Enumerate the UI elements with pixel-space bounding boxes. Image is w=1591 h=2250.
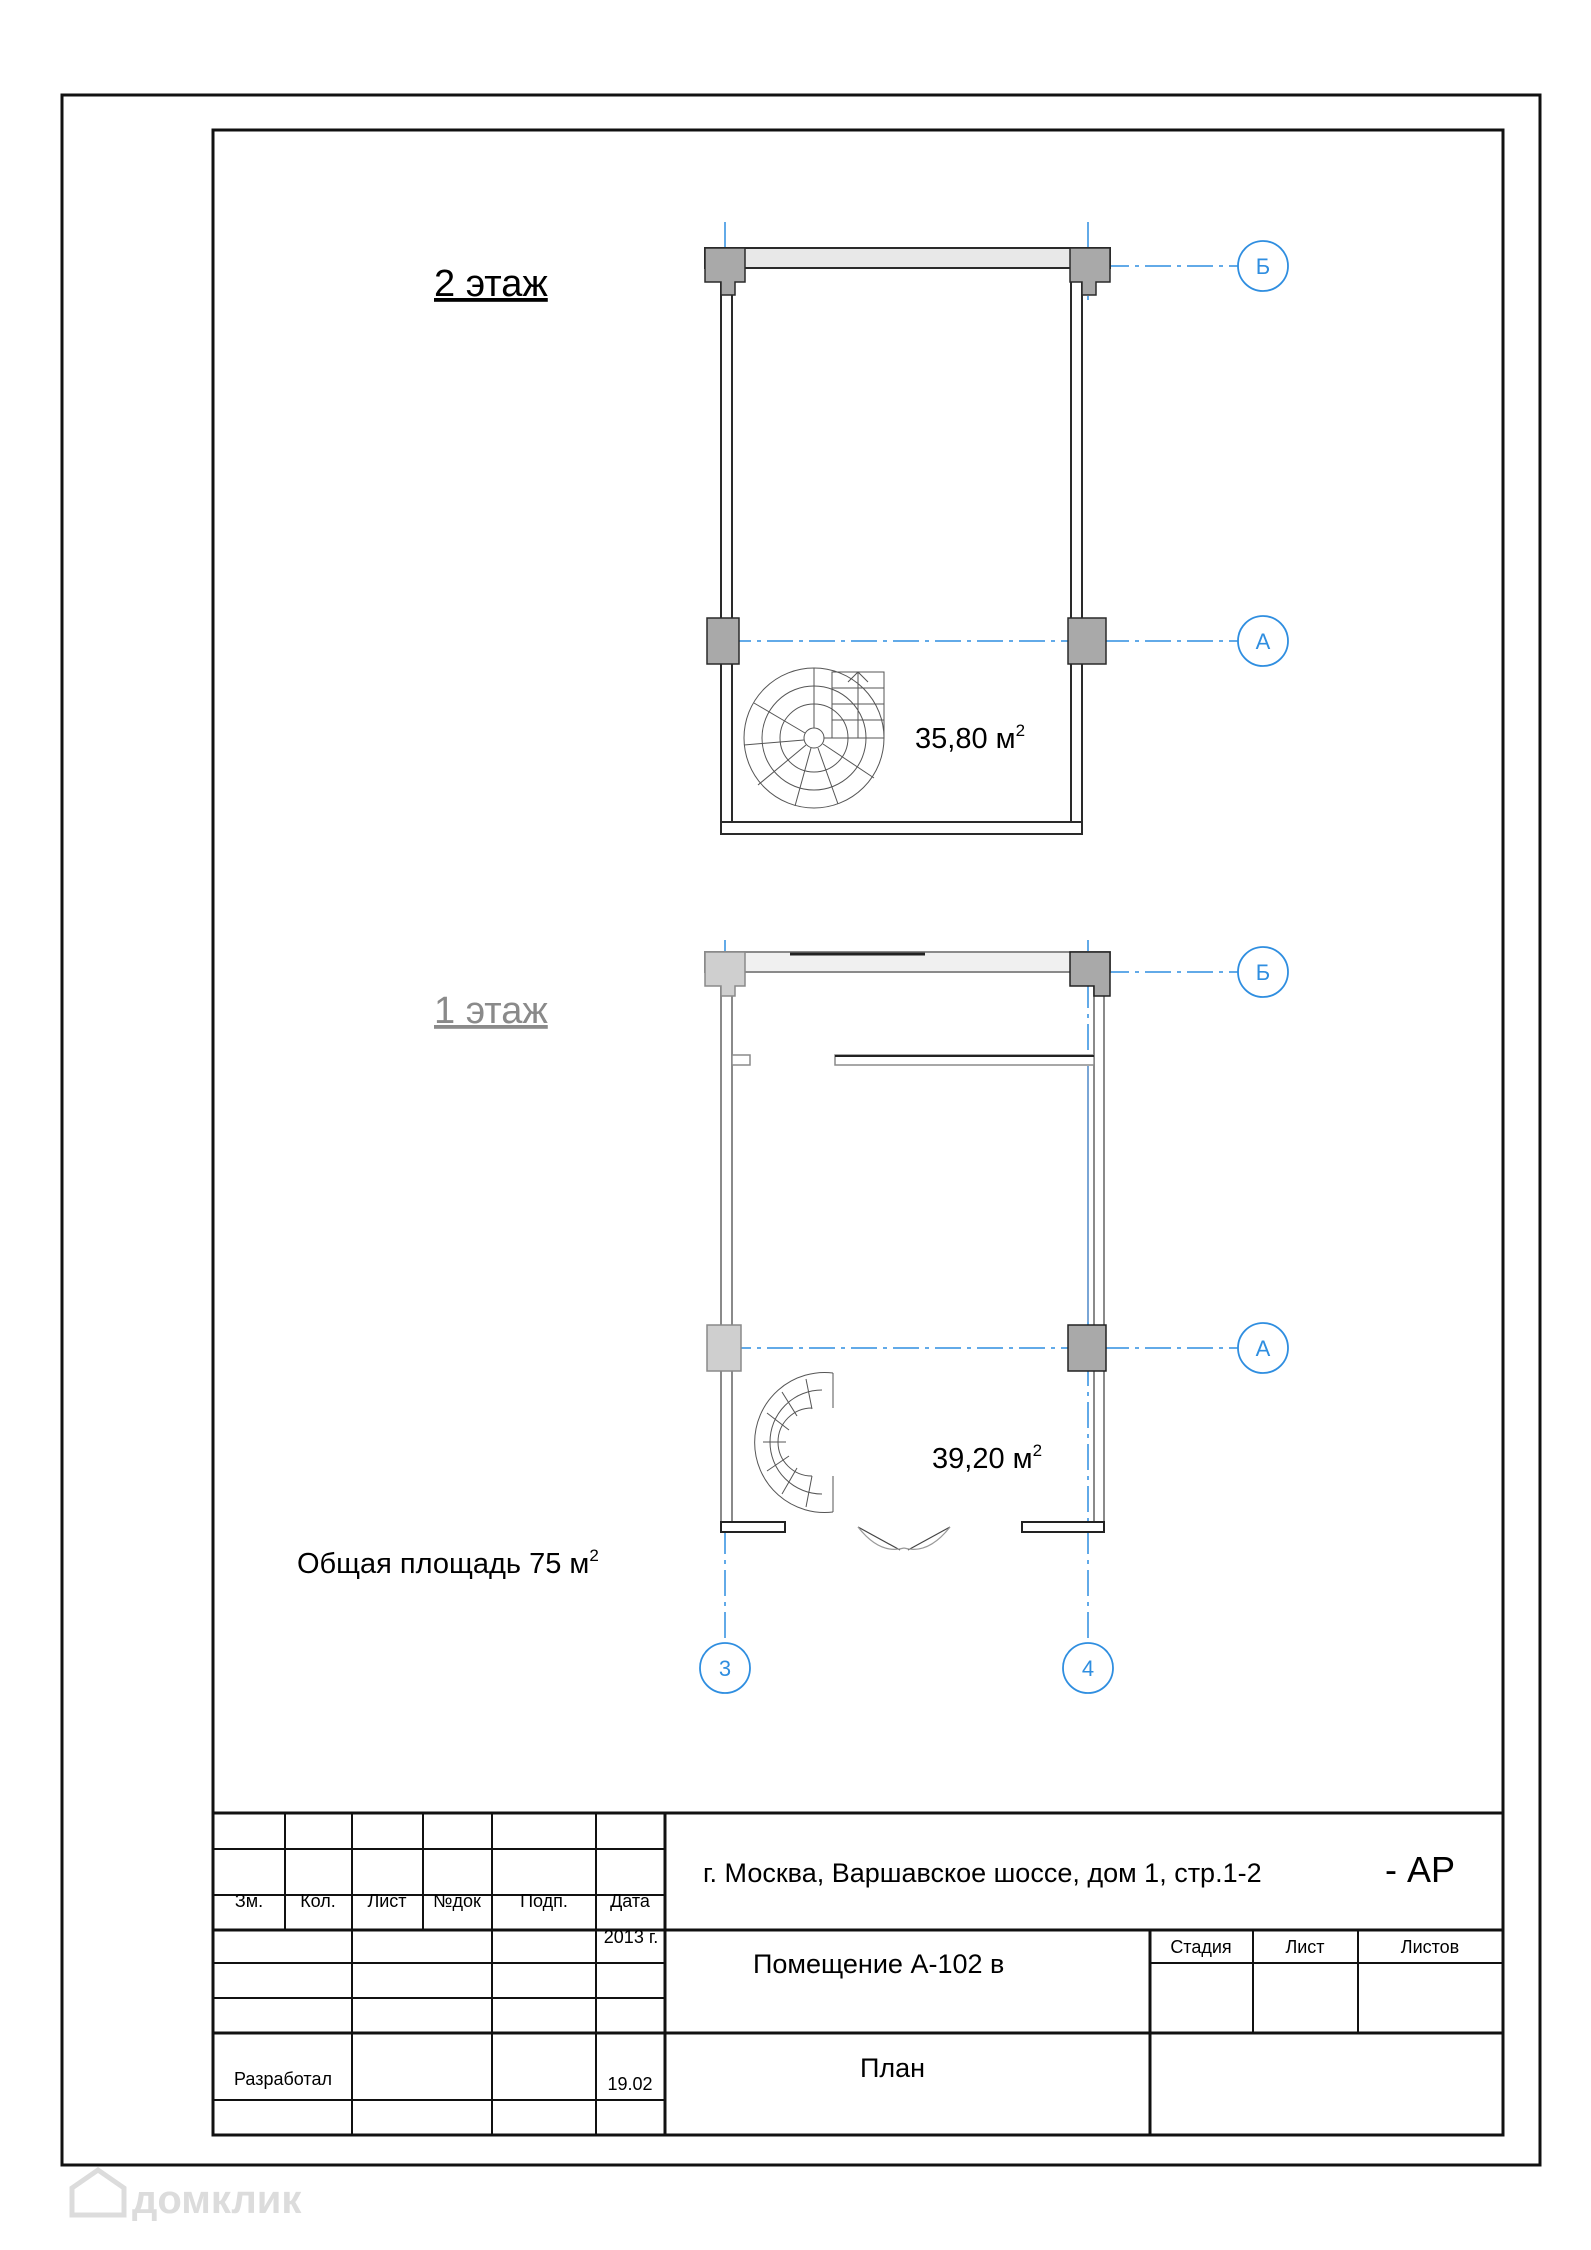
watermark-logo (72, 2170, 302, 2222)
outer-frame (62, 95, 1540, 2165)
tb-sheet-header: Лист (1285, 1937, 1325, 1957)
axis-label-a-upper: А (1255, 629, 1271, 654)
floor-label-2: 2 этаж (434, 263, 548, 305)
axis-bubble-a-upper (1238, 616, 1288, 666)
tb-sheet-name: План (860, 2053, 926, 2083)
area-label-2 (915, 721, 1025, 755)
tb-code: - АР (1385, 1849, 1456, 1890)
area-label-1 (932, 1441, 1042, 1475)
tb-header-zm: Зм. (234, 1891, 264, 1911)
column-b4-lower (1070, 952, 1110, 996)
inner-frame (213, 130, 1503, 2135)
tb-stage-header: Стадия (1170, 1937, 1232, 1957)
column-b3-lower (705, 952, 745, 996)
total-area-value: Общая площадь 75 м (297, 1548, 590, 1580)
tb-room: Помещение А-102 в (753, 1949, 1005, 1979)
tb-address: г. Москва, Варшавское шоссе, дом 1, стр.1-2 (703, 1858, 1262, 1888)
tb-developed-by: Разработал (234, 2069, 332, 2089)
area-sup-1: 2 (1032, 1441, 1043, 1460)
axis-bubble-b-upper (1238, 241, 1288, 291)
total-area-label (297, 1546, 599, 1580)
column-a4-upper (1068, 618, 1106, 664)
column-a4-lower (1068, 1325, 1106, 1371)
floor-plan-1 (434, 952, 1110, 1550)
column-a3-lower (707, 1325, 741, 1371)
axis-bubble-4 (1063, 1643, 1113, 1693)
floor-plan-2 (434, 248, 1110, 834)
tb-date: 19.02 (607, 2074, 653, 2094)
axis-label-b-upper: Б (1255, 254, 1271, 279)
spiral-stair-lower (755, 1372, 833, 1512)
axis-bubble-b-lower (1238, 947, 1288, 997)
axis-label-4: 4 (1081, 1656, 1095, 1681)
total-area-sup: 2 (589, 1546, 599, 1565)
area-value-1: 39,20 м (932, 1443, 1033, 1475)
axis-label-3: 3 (718, 1656, 732, 1681)
entrance-door (858, 1527, 950, 1550)
tb-header-ndok: №док (433, 1891, 481, 1911)
area-value-2: 35,80 м (915, 723, 1016, 755)
tb-header-data: Дата (610, 1891, 650, 1911)
tb-header-list: Лист (367, 1891, 407, 1911)
floor-label-1: 1 этаж (434, 990, 548, 1032)
area-sup-2: 2 (1015, 721, 1026, 740)
axis-label-b-lower: Б (1255, 960, 1271, 985)
tb-sheets-header: Листов (1400, 1937, 1460, 1957)
axis-bubble-a-lower (1238, 1323, 1288, 1373)
axis-label-a-lower: А (1255, 1336, 1271, 1361)
tb-year: 2013 г. (603, 1927, 659, 1947)
watermark-text: домклик (132, 2178, 302, 2222)
tb-header-kol: Кол. (300, 1891, 336, 1911)
axis-bubble-3 (700, 1643, 750, 1693)
tb-header-podp: Подп. (520, 1891, 568, 1911)
house-icon (72, 2170, 124, 2215)
column-b3-upper (705, 248, 745, 295)
axis-grid (725, 222, 1238, 1640)
column-a3-upper (707, 618, 739, 664)
spiral-stair-upper (744, 668, 884, 808)
